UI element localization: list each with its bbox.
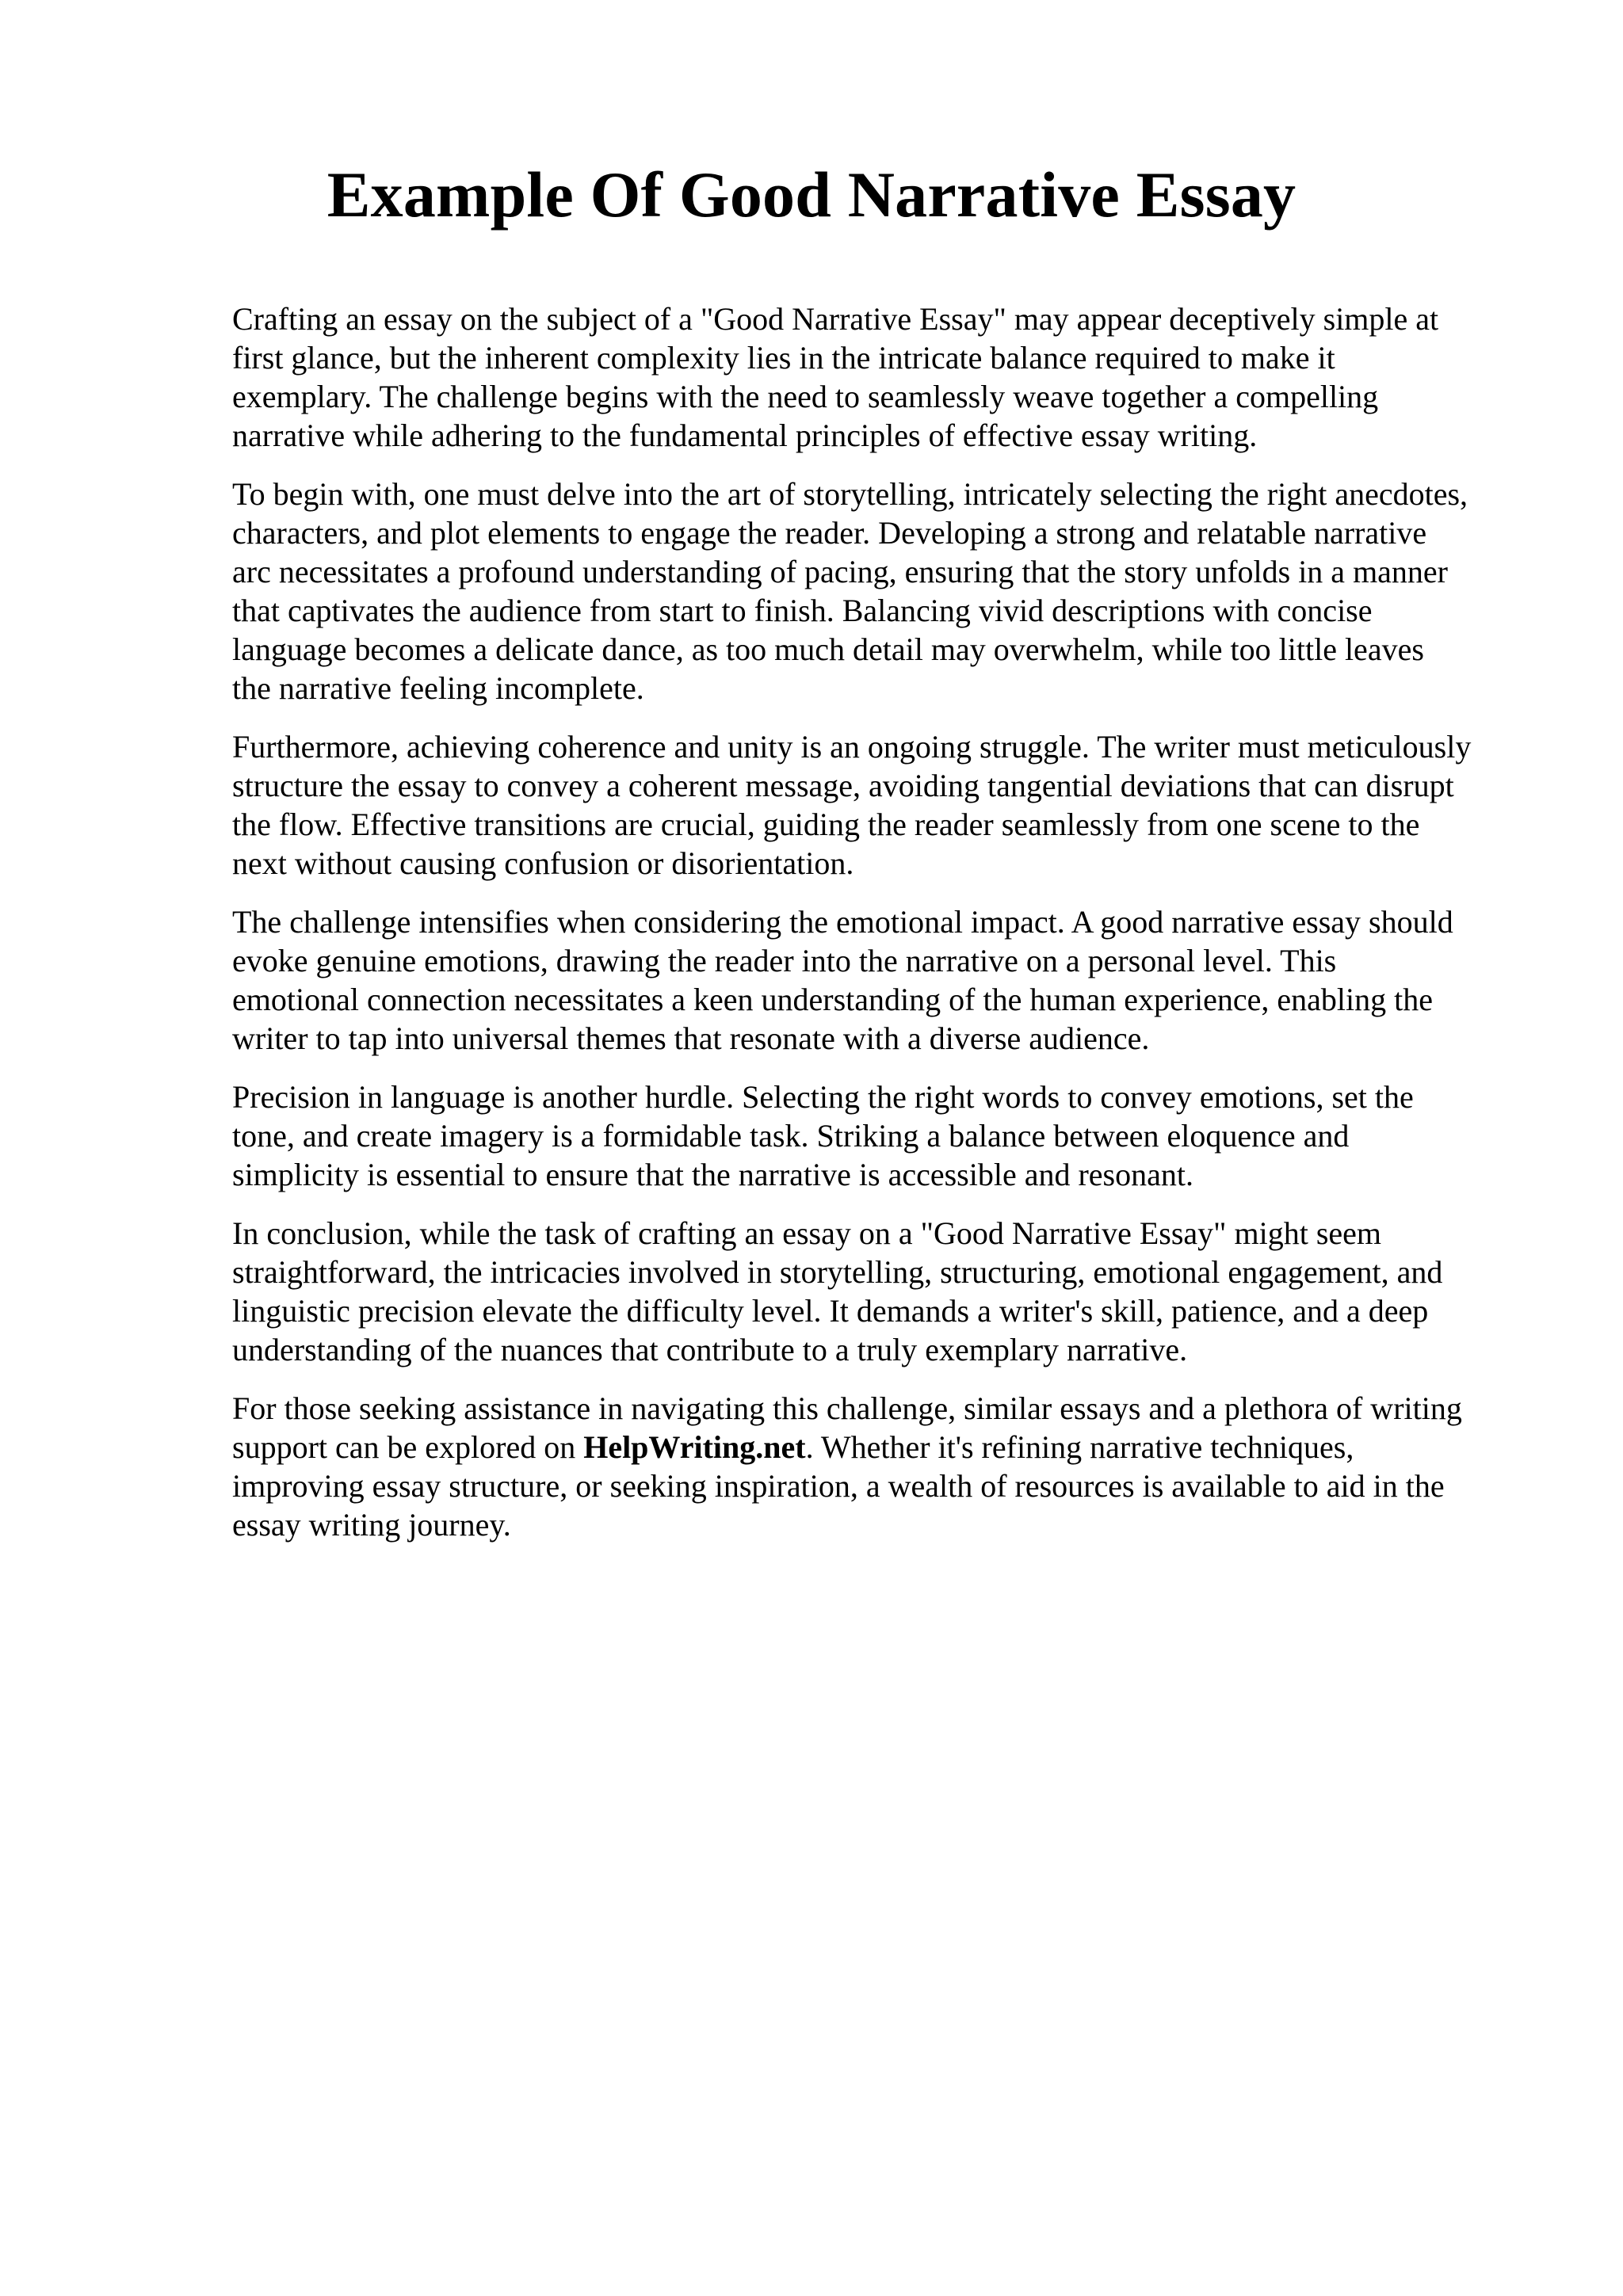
text-line: narrative while adhering to the fundamental principles of effective essay writing. [232,418,1258,453]
text-line-with-link [232,1428,1532,1466]
text-line: exemplary. The challenge begins with the need to seamlessly weave together a compelling [232,379,1379,414]
paragraph-7 [232,1389,1532,1544]
helpwriting-link[interactable]: HelpWriting.net [583,1429,806,1465]
text-line: Crafting an essay on the subject of a "Good Narrative Essay" may appear deceptively simple at [232,301,1439,337]
paragraph-3 [232,727,1532,883]
text-line: the flow. Effective transitions are crucial, guiding the reader seamlessly from one scene to the [232,807,1420,842]
text-line: In conclusion, while the task of crafting an essay on a "Good Narrative Essay" might seem [232,1215,1382,1251]
paragraph-6 [232,1214,1532,1369]
text-line: essay writing journey. [232,1507,511,1543]
text-line: To begin with, one must delve into the art of storytelling, intricately selecting the right anecdotes, [232,476,1468,512]
text-line: straightforward, the intricacies involved in storytelling, structuring, emotional engagement, and [232,1254,1443,1290]
paragraph-4 [232,902,1532,1058]
text-line: emotional connection necessitates a keen understanding of the human experience, enabling the [232,982,1433,1017]
text-line: understanding of the nuances that contribute to a truly exemplary narrative. [232,1332,1188,1367]
text-line: structure the essay to convey a coherent message, avoiding tangential deviations that can disrupt [232,768,1454,803]
text-line: simplicity is essential to ensure that the narrative is accessible and resonant. [232,1157,1193,1192]
text-line: For those seeking assistance in navigating this challenge, similar essays and a plethora of writing [232,1390,1462,1426]
paragraph-5 [232,1077,1532,1194]
text-line: that captivates the audience from start to finish. Balancing vivid descriptions with concise [232,593,1373,628]
text-line: arc necessitates a profound understanding of pacing, ensuring that the story unfolds in a manner [232,554,1449,589]
text-line: The challenge intensifies when considering the emotional impact. A good narrative essay should [232,904,1453,940]
text-line: linguistic precision elevate the difficulty level. It demands a writer's skill, patience, and a deep [232,1293,1429,1329]
text-line: first glance, but the inherent complexity lies in the intricate balance required to make it [232,340,1335,376]
text-line: next without causing confusion or disorientation. [232,845,854,881]
document-title: Example Of Good Narrative Essay [327,158,1296,231]
text-line: writer to tap into universal themes that resonate with a diverse audience. [232,1020,1150,1056]
text-line: Furthermore, achieving coherence and unity is an ongoing struggle. The writer must meticulously [232,729,1472,765]
text-segment: . Whether it's refining narrative techniques, [805,1429,1354,1465]
text-line: Precision in language is another hurdle. Selecting the right words to convey emotions, set the [232,1079,1414,1115]
text-line: improving essay structure, or seeking inspiration, a wealth of resources is available to aid in the [232,1468,1445,1504]
text-line: tone, and create imagery is a formidable task. Striking a balance between eloquence and [232,1118,1350,1154]
text-segment: support can be explored on [232,1429,584,1465]
text-line: evoke genuine emotions, drawing the reader into the narrative on a personal level. This [232,943,1337,978]
paragraph-2 [232,475,1532,707]
text-line: language becomes a delicate dance, as too much detail may overwhelm, while too little leaves [232,631,1424,667]
paragraph-1 [232,299,1532,455]
document-body [232,299,1532,1564]
text-line: characters, and plot elements to engage the reader. Developing a strong and relatable narrative [232,515,1427,551]
text-line: the narrative feeling incomplete. [232,670,644,706]
